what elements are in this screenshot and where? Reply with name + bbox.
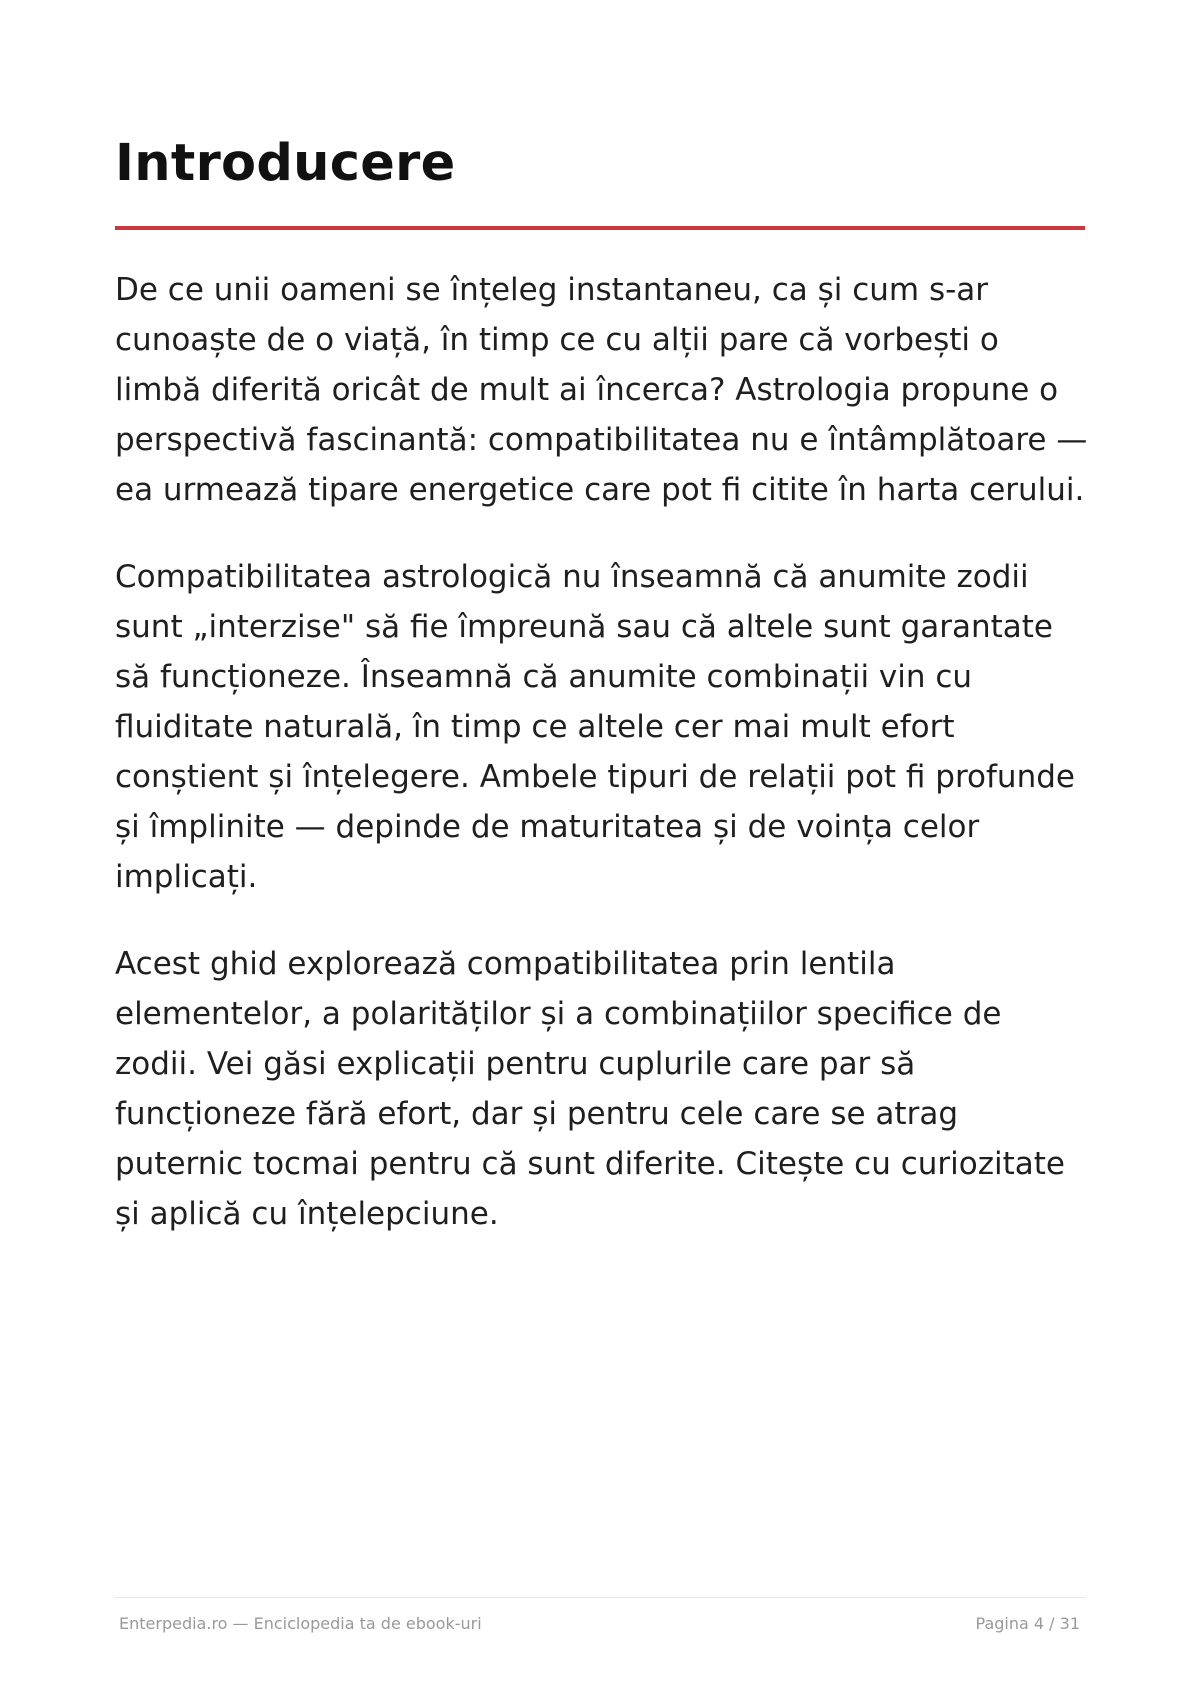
footer-site-name: Enterpedia.ro — Enciclopedia ta de ebook-uri [119, 1614, 482, 1633]
body-content [115, 265, 1090, 1276]
page-title: Introducere [115, 134, 456, 193]
title-divider [115, 226, 1085, 230]
document-page [115, 0, 1088, 1683]
paragraph-2: Compatibilitatea astrologică nu înseamnă că anumite zodii sunt „interzise" să fie împreună sau că altele sunt garantate să funcționeze. Înseamnă că anumite combinații vin cu fluiditate naturală, în timp ce altele cer mai mult efort conștient și înțelegere. Ambele tipuri de relații pot fi profunde și împlinite — depinde de maturitatea și de voința celor implicați. [115, 559, 1075, 895]
footer-divider [115, 1597, 1085, 1598]
footer-page-number: Pagina 4 / 31 [975, 1614, 1080, 1633]
paragraph-3: Acest ghid explorează compatibilitatea prin lentila elementelor, a polarităților și a combinațiilor specifice de zodii. Vei găsi explicații pentru cuplurile care par să funcționeze fără efort, dar și pentru cele care se atrag puternic tocmai pentru că sunt diferite. Citește cu curiozitate și aplică cu înțelepciune. [115, 946, 1065, 1232]
paragraph-1: De ce unii oameni se înțeleg instantaneu, ca și cum s-ar cunoaște de o viață, în timp ce cu alții pare că vorbești o limbă diferită oricât de mult ai încerca? Astrologia propune o perspectivă fascinantă: compatibilitatea nu e întâmplătoare — ea urmează tipare energetice care pot fi citite în harta cerului. [115, 272, 1088, 508]
